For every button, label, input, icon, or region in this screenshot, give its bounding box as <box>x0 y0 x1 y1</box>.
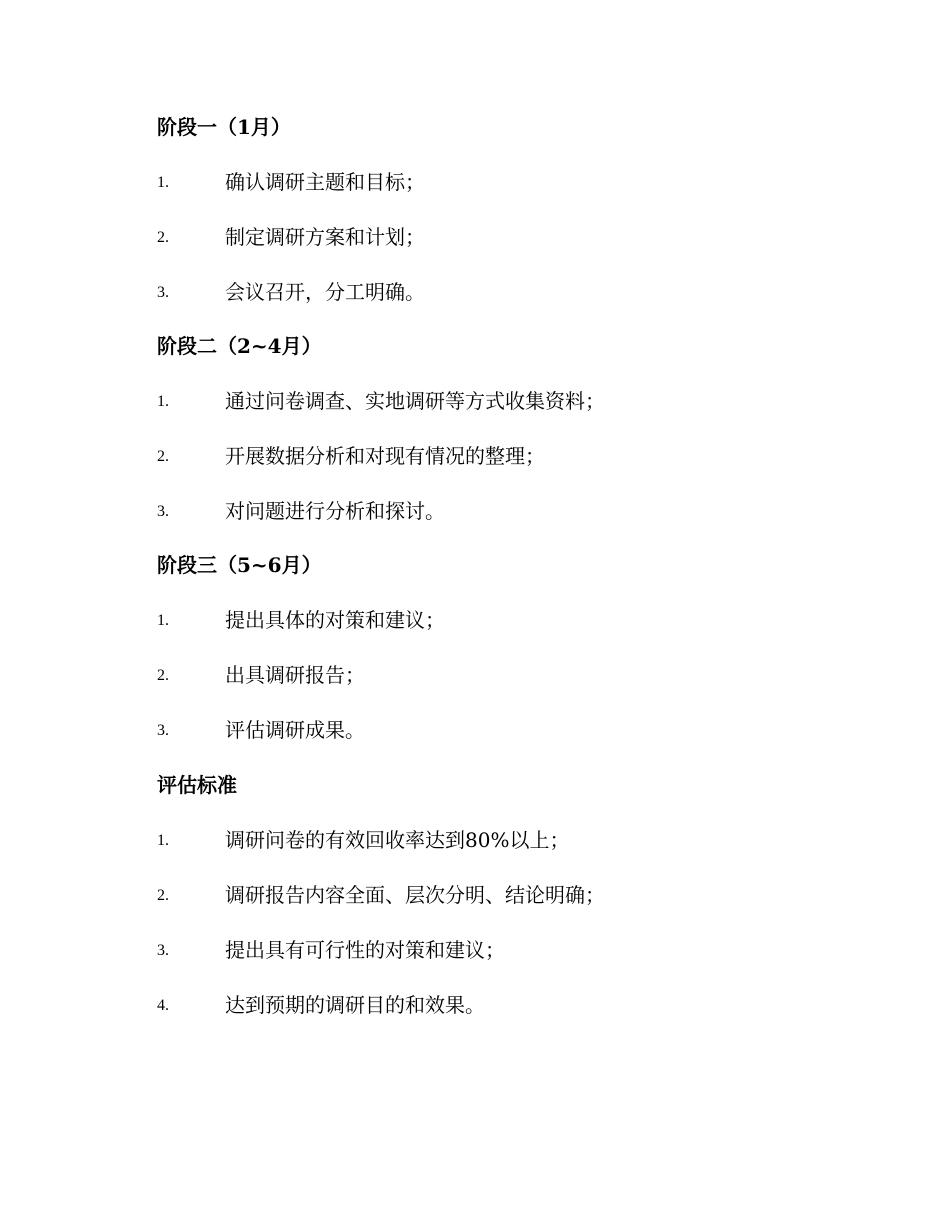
list-number: 1. <box>157 832 169 849</box>
section-heading-stage-2: 阶段二（2~4月） <box>157 334 322 358</box>
list-number: 3. <box>157 722 169 739</box>
list-number: 2. <box>157 667 169 684</box>
list-item <box>157 170 857 194</box>
list-item <box>157 280 857 304</box>
section-heading-stage-1: 阶段一（1月） <box>157 115 291 139</box>
list-item <box>157 993 857 1017</box>
list-item <box>157 444 857 468</box>
list-text: 确认调研主题和目标； <box>225 170 425 194</box>
list-text: 会议召开，分工明确。 <box>225 280 425 304</box>
list-number: 2. <box>157 887 169 904</box>
list-number: 1. <box>157 174 169 191</box>
list-text: 达到预期的调研目的和效果。 <box>225 993 485 1017</box>
list-number: 2. <box>157 448 169 465</box>
list-text: 制定调研方案和计划； <box>225 225 425 249</box>
list-item <box>157 828 857 852</box>
list-item <box>157 225 857 249</box>
list-text: 调研报告内容全面、层次分明、结论明确； <box>225 883 605 907</box>
list-item <box>157 499 857 523</box>
list-number: 3. <box>157 942 169 959</box>
list-item <box>157 663 857 687</box>
list-number: 1. <box>157 393 169 410</box>
section-heading-stage-3: 阶段三（5~6月） <box>157 553 322 577</box>
list-item <box>157 718 857 742</box>
list-text: 出具调研报告； <box>225 663 365 687</box>
list-text: 评估调研成果。 <box>225 718 365 742</box>
list-number: 3. <box>157 284 169 301</box>
list-text: 提出具有可行性的对策和建议； <box>225 938 505 962</box>
list-text: 提出具体的对策和建议； <box>225 608 445 632</box>
list-text: 通过问卷调查、实地调研等方式收集资料； <box>225 389 605 413</box>
list-number: 3. <box>157 503 169 520</box>
list-text: 调研问卷的有效回收率达到80%以上； <box>225 828 570 852</box>
list-item <box>157 389 857 413</box>
list-item <box>157 608 857 632</box>
list-number: 2. <box>157 229 169 246</box>
list-item <box>157 938 857 962</box>
list-number: 1. <box>157 612 169 629</box>
list-text: 对问题进行分析和探讨。 <box>225 499 445 523</box>
list-item <box>157 883 857 907</box>
section-heading-evaluation-criteria: 评估标准 <box>157 773 237 797</box>
list-text: 开展数据分析和对现有情况的整理； <box>225 444 545 468</box>
list-number: 4. <box>157 997 169 1014</box>
